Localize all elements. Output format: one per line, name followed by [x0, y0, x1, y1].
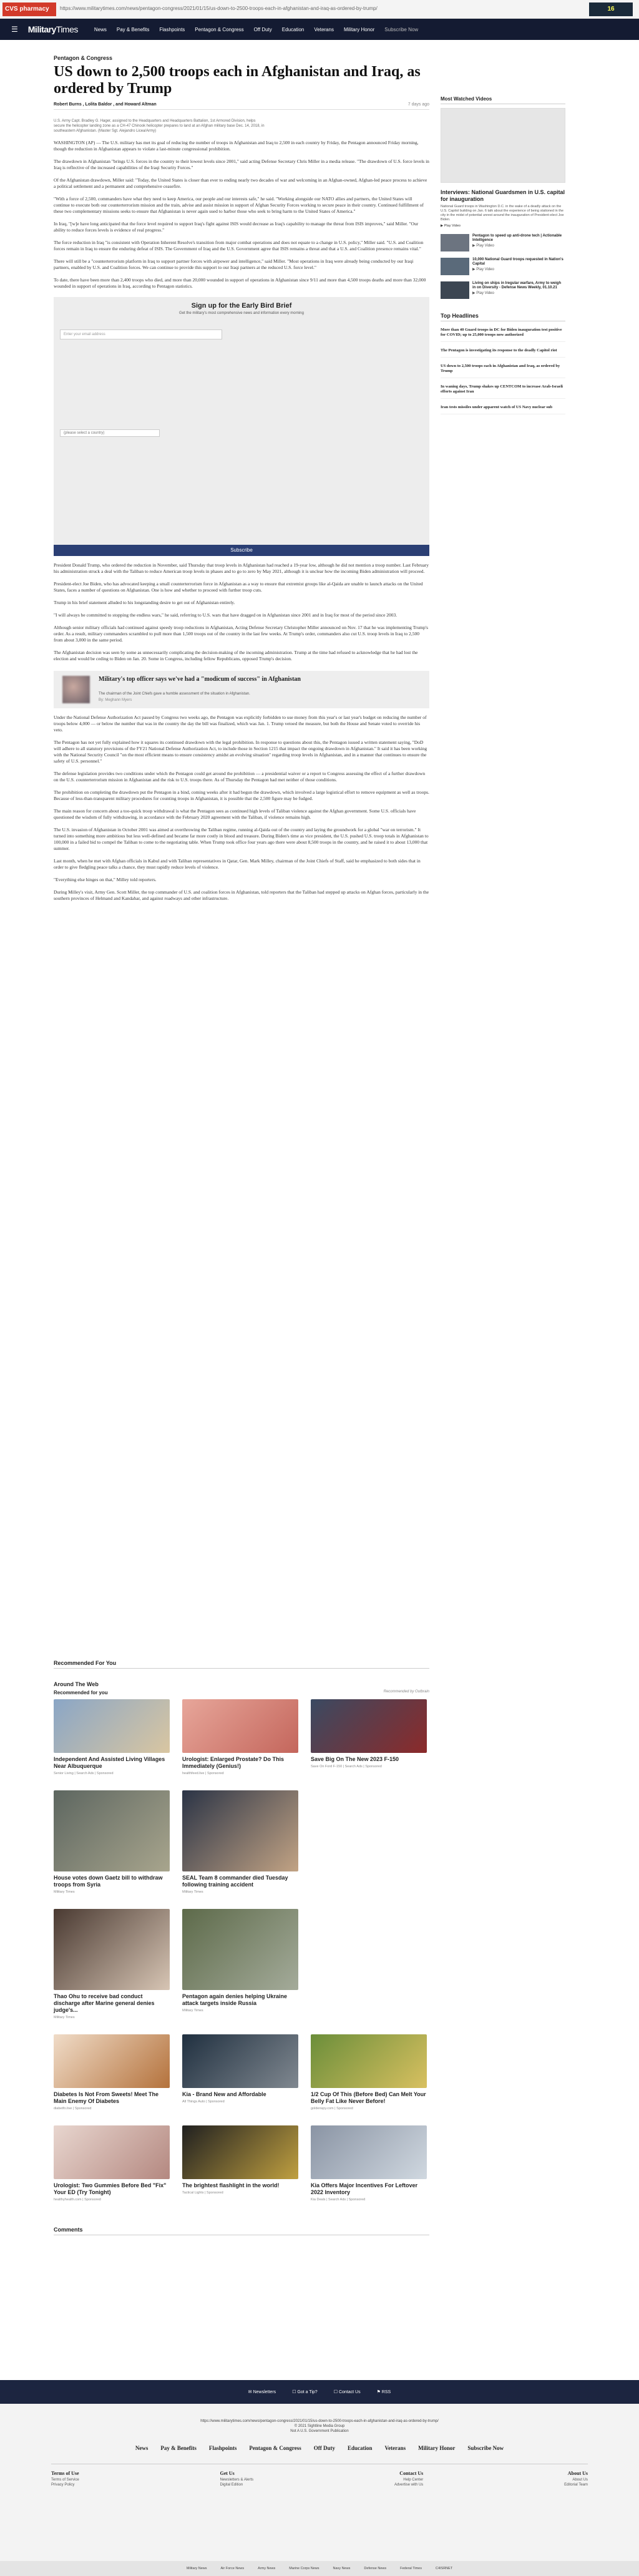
video-list-item[interactable] — [441, 281, 565, 299]
recommendation-source: diabetfo.live | Sponsored — [54, 2107, 92, 2110]
network-link[interactable]: C4ISRNET — [435, 2567, 453, 2570]
nav-subscribe[interactable]: Subscribe Now — [384, 26, 419, 32]
article-paragraph: President Donald Trump, who ordered the reduction in November, said Thursday that troop levels in Afghanistan had reached a 19-year low, although he did not mention a troop number. Last February his administration struck a deal with the Taliban to reduce American troop levels in phases and to go to zero by May 2021, although it is unclear how the incoming Biden administration will proceed. — [54, 562, 429, 574]
headline-link[interactable]: More than 40 Guard troops in DC for Biden inauguration test positive for COVID; up to 25,000 troops now authorized — [441, 328, 565, 342]
menu-icon[interactable]: ☰ — [11, 24, 18, 34]
article-paragraph: The force reduction in Iraq "is consistent with Operation Inherent Resolve's transition from major combat operations and does not equate to a change in U.S. policy," Miller said. "U.S. and Coalition forces remain in Iraq to ensure the enduring defeat of ISIS. The Government of Iraq and the U.S. Government agree that ISIS remains a threat and that a U.S. and Coalition presence remains vital." — [54, 240, 424, 251]
recommendation-source: healthyhealth.com | Sponsored — [54, 2198, 101, 2202]
recommendation-card[interactable] — [54, 1699, 170, 1775]
promo-byline: By: Meghann Myers — [99, 698, 132, 702]
footer-link[interactable]: Digital Edition — [220, 2483, 243, 2487]
article-paragraph: The U.S. invasion of Afghanistan in October 2001 was aimed at overthrowing the Taliban regime, running al-Qaida out of the country and laying the groundwork for a global "war on terrorism." It turned into something more ambitious but less well-defined and became far more costly in blood and treasure. During Biden's time as vice president, the U.S. pushed U.S. troop totals in Afghanistan to 100,000 in a failed bid to compel the Taliban to come to the negotiating table. When Trump took office four years ago there were about 8,500 troops in the country, and he raised it to about 13,000 that summer. — [54, 827, 429, 851]
network-link[interactable]: Federal Times — [400, 2567, 422, 2570]
headline-link[interactable]: In waning days, Trump shakes up CENTCOM to increase Arab-Israeli efforts against Iran — [441, 384, 565, 399]
recommendation-title[interactable]: Kia Offers Major Incentives For Leftover 2022 Inventory — [311, 2182, 418, 2195]
footer-nav-item[interactable]: Pentagon & Congress — [249, 2445, 301, 2451]
recommendation-image[interactable] — [54, 2034, 170, 2088]
promo-image — [62, 676, 90, 703]
recommendation-title[interactable]: SEAL Team 8 commander died Tuesday following training accident — [182, 1875, 288, 1888]
article-paragraph: There will still be a "counterterrorism platform in Iraq to support partner forces with airpower and intelligence," said Miller. "Most operations in Iraq were already being conducted by our Iraqi partners, enabled by U.S. and Coalition forces. We can continue to provide this support to our Iraqi partners at the reduced U.S. force level." — [54, 258, 414, 270]
article-paragraph: In Iraq, "[w]e have long anticipated that the force level required to support Iraq's fight against ISIS would decrease as Iraq's capability to manage the threat from ISIS improves," said Miller. "Our ability to reduce forces levels is evidence of real progress." — [54, 221, 419, 233]
recommendation-source: Kia Deals | Search Ads | Sponsored — [311, 2198, 366, 2202]
recommendation-image[interactable] — [311, 2125, 427, 2179]
network-link[interactable]: Military News — [186, 2567, 207, 2570]
tip-link[interactable]: ☐ Got a Tip? — [292, 2390, 318, 2394]
top-headlines-heading: Top Headlines — [441, 313, 565, 321]
footer-link[interactable]: Help Center — [403, 2478, 424, 2482]
recommendation-card[interactable] — [182, 2034, 298, 2110]
recommendation-source: Save On Ford F-150 | Search Ads | Sponsored — [311, 1765, 382, 1769]
article-paragraph: Last month, when he met with Afghan officials in Kabul and with Taliban representatives in Qatar, Gen. Mark Milley, chairman of the Joint Chiefs of Staff, said he emphasized to both sides that in order to give fledgling peace talks a chance, they must rapidly reduce levels of violence. — [54, 858, 421, 870]
article-paragraph: The main reason for concern about a too-quick troop withdrawal is what the Pentagon sees as continued high levels of Taliban violence against the Afghan government. Some U.S. officials have questioned the wisdom of fully withdrawing, in accordance with the February 2020 agreement with the Taliban, if violence remains high. — [54, 808, 416, 820]
footer-link[interactable]: Privacy Policy — [51, 2483, 75, 2487]
recommendation-image[interactable] — [54, 1699, 170, 1753]
recommendation-card[interactable] — [54, 2125, 170, 2202]
recommendation-card[interactable] — [311, 2034, 427, 2110]
article-title: US down to 2,500 troops each in Afghanistan and Iraq, as ordered by Trump — [54, 64, 421, 97]
footer-nav-item[interactable]: Military Honor — [418, 2445, 456, 2451]
recommendation-image[interactable] — [311, 2034, 427, 2088]
recommendation-image[interactable] — [311, 1699, 427, 1753]
recommended-subheading: Recommended for you — [54, 1690, 108, 1695]
signup-title: Sign up for the Early Bird Brief — [191, 302, 292, 310]
headline-link[interactable]: US down to 2,500 troops each in Afghanistan and Iraq, as ordered by Trump — [441, 364, 565, 378]
recommended-section — [54, 1660, 429, 2235]
recommendation-title[interactable]: Thao Ohu to receive bad conduct discharge after Marine general denies judge's... — [54, 1993, 155, 2013]
video-list-item[interactable] — [441, 234, 565, 251]
recommendation-image[interactable] — [182, 1790, 298, 1871]
network-links — [0, 2561, 639, 2576]
article-paragraph: Although senior military officials had continued against speedy troop reductions in Afghanistan, Acting Defense Secretary Christopher Miller announced on Nov. 17 that he was implementing Trump's order. As a result, military commanders scrambled to pull more than 1,500 troops out of the country in the last few weeks. At Trump's order, commanders also cut U.S. troop levels in Iraq to 2,500 from about 3,000 in the same period. — [54, 625, 428, 643]
footer-nav-item[interactable]: Education — [347, 2445, 373, 2451]
recommendation-image[interactable] — [182, 1699, 298, 1753]
recommendation-source: Military Times — [54, 1890, 75, 1894]
outbrain-credit[interactable]: Recommended by Outbrain — [383, 1690, 429, 1694]
recommendation-source: Tactical Lights | Sponsored — [182, 2191, 223, 2195]
video-description: National Guard troops in Washington D.C. in the wake of a deadly attack on the U.S. Capitol building on Jan. 6 talk about the experience of being stationed in the city in the midst of potential unrest around the inauguration of President-elect Joe Biden. — [441, 205, 564, 222]
article-paragraph: The defense legislation provides two conditions under which the Pentagon could get around the prohibition — a presidential waiver or a report to Congress assessing the effect of a further drawdown on the U.S. counterterrorism mission in Afghanistan and the risk to U.S. troops there. As of Thursday the Pentagon had met neither of those conditions. — [54, 771, 426, 783]
article-paragraph: During Milley's visit, Army Gen. Scott Miller, the top commander of U.S. and coalition forces in Afghanistan, told reporters that the Taliban had stepped up attacks on Afghan forces, particularly in the southern provinces of Helmand and Kandahar, and against roadways and other infrastructure. — [54, 889, 429, 901]
recommendation-source: Senior Living | Search Ads | Sponsored — [54, 1772, 114, 1775]
footer-col: Contact Us Help Center Advertise with Us — [394, 2471, 424, 2487]
promo-dek: The chairman of the Joint Chiefs gave a humble assessment of the situation in Afghanistan. — [99, 692, 250, 696]
email-field[interactable]: Enter your email address — [60, 329, 222, 339]
copyright-line: © 2021 Sightline Media Group — [294, 2424, 345, 2428]
network-link[interactable]: Air Force News — [220, 2567, 245, 2570]
article-paragraph: The Pentagon has not yet fully explained how it squares its continued drawdown with the legal prohibition. In response to questions about this, the Pentagon issued a written statement saying, "DoD will adhere to all statutory provisions of the FY21 National Defense Authorization Act, to include those in Section 1215 that impact the ongoing drawdown in Afghanistan." It said it has been working with the National Security Council "on the most efficient means to ensure consistency amidst an evolving situation" regarding troop levels in Afghanistan, and in a manner that continues to ensure the safety of U.S. personnel." — [54, 739, 427, 764]
recommendation-title[interactable]: Independent And Assisted Living Villages Near Albuquerque — [54, 1756, 165, 1769]
footer-link[interactable]: Newsletters & Alerts — [220, 2478, 254, 2482]
footer-col: Get Us Newsletters & Alerts Digital Edition — [220, 2471, 254, 2487]
article-paragraph: The Afghanistan decision was seen by some as unnecessarily complicating the decision-making of the incoming administration. Trump at the time had refused to acknowledge that he had lost the election and would be ceding to Biden on Jan. 20. Some in Congress, including fellow Republicans, opposed Trump's decision. — [54, 650, 418, 661]
site-logo[interactable]: MilitaryTimes — [27, 24, 78, 34]
recommendation-card[interactable] — [182, 1790, 298, 1894]
related-article-promo[interactable] — [54, 671, 429, 708]
recommendation-card[interactable] — [311, 2125, 427, 2202]
rss-link[interactable]: ⚑ RSS — [376, 2390, 391, 2394]
footer-nav — [0, 2445, 639, 2451]
recommendation-title[interactable]: Kia - Brand New and Affordable — [182, 2091, 266, 2097]
around-web-heading: Around The Web — [54, 1681, 99, 1687]
comments-heading[interactable]: Comments — [54, 2227, 429, 2235]
recommendation-card[interactable] — [311, 1699, 427, 1775]
nav-education[interactable]: Education — [281, 26, 305, 32]
top-ad-strip — [0, 0, 639, 19]
headline-link[interactable]: The Pentagon is investigating its response to the deadly Capitol riot — [441, 348, 565, 358]
video-player[interactable] — [441, 108, 565, 183]
newsletters-link[interactable]: ✉ Newsletters — [248, 2390, 276, 2394]
footer-col: Terms of Use Terms of Service Privacy Policy — [51, 2471, 79, 2487]
recommendation-title[interactable]: The brightest flashlight in the world! — [182, 2182, 280, 2188]
recommendation-source: Military Times — [182, 1890, 203, 1894]
footer-nav-item[interactable]: Pay & Benefits — [160, 2445, 197, 2451]
recommendation-source: Military Times — [54, 2016, 75, 2019]
contact-link[interactable]: ☐ Contact Us — [333, 2390, 361, 2394]
recommendation-title[interactable]: Urologist: Enlarged Prostate? Do This Immediately (Genius!) — [182, 1756, 285, 1769]
article-paragraph: WASHINGTON (AP) — The U.S. military has met its goal of reducing the number of troops in Afghanistan and Iraq to 2,500 in each country by Friday, the Pentagon announced Friday morning, though the reduction in Afghanistan appears to violate a last-minute congressional prohibition. — [54, 140, 419, 152]
article-paragraph: "I will always be committed to stopping the endless wars," he said, referring to U.S. wars that have dragged on in Afghanistan since 2001 and in Iraq for most of the period since 2003. — [54, 612, 398, 618]
recommendation-title[interactable]: Urologist: Two Gummies Before Bed "Fix" Your ED (Try Tonight) — [54, 2182, 167, 2195]
footer-nav-item[interactable]: Veterans — [384, 2445, 406, 2451]
video-thumbnail — [441, 234, 469, 251]
recommendation-source: goldenspy.com | Sponsored — [311, 2107, 353, 2110]
article-paragraph: "With a force of 2,500, commanders have what they need to keep America, our people and our interests safe," he said. "Working alongside our NATO allies and partners, the United States will continue to execute both our counterterrorism mission and the train, advise and assist mission in support of Afghan Security Forces working to secure peace in their country. Continued fulfillment of these two complementary missions seeks to ensure that Afghanistan is never again used to harbor those who seek to bring harm to the United States of America." — [54, 196, 424, 214]
article-paragraph: The prohibition on completing the drawdown put the Pentagon in a bind, coming weeks after it had begun the drawdown, which involved a large logistical effort to remove equipment as well as troops. Because of less-than-transparent military procedures for counting troops in Afghanistan, it is possible that the 2,500 figure may be fudged. — [54, 789, 429, 801]
footer-nav-item[interactable]: Subscribe Now — [467, 2445, 504, 2451]
article-paragraph: The drawdown in Afghanistan "brings U.S. forces in the country to their lowest levels since 2001," said acting Defense Secretary Chris Miller in a media release. "The drawdown of U.S. force levels in Iraq is reflective of the increased capabilities of the Iraqi Security Forces." — [54, 159, 429, 170]
photo-caption: U.S. Army Capt. Bradley G. Hager, assigned to the Headquarters and Headquarters Battalion, 1st Armored Division, helps secure the helicopter landing zone as a CH-47 Chinook helicopter prepares to land at an Afghan military base Dec. 14, 2018, in southeastern Afghanistan. (Master Sgt. Alejandro Licea/Army) — [54, 119, 265, 133]
footer — [0, 2380, 639, 2576]
byline — [54, 102, 429, 110]
article-paragraph: To date, there have been more than 2,400 troops who died, and more than 20,000 wounded in support of operations in Afghanistan since 9/11 and more than 4,500 troops deaths and more than 32,000 wounded in support of operations in Iraq, according to Pentagon statistics. — [54, 277, 426, 289]
play-video-link[interactable]: ▶ Play Video — [472, 268, 494, 271]
video-item-title: 10,000 National Guard troops requested in Nation's Capital — [472, 258, 563, 266]
not-gov-publication: Not A U.S. Government Publication — [290, 2429, 349, 2433]
recommendation-card[interactable] — [54, 1790, 170, 1894]
authors[interactable]: Robert Burns , Lolita Baldor , and Howard Altman — [54, 102, 157, 107]
recommendation-image[interactable] — [182, 1909, 298, 1990]
video-thumbnail — [441, 281, 469, 299]
ad-brand[interactable]: CVS pharmacy — [2, 2, 56, 16]
main-nav — [0, 19, 639, 40]
footer-col: About Us About Us Editorial Team — [564, 2471, 588, 2487]
network-link[interactable]: Army News — [258, 2567, 276, 2570]
video-thumbnail — [441, 258, 469, 275]
newsletter-signup — [54, 297, 429, 556]
article-paragraph: Under the National Defense Authorization Act passed by Congress two weeks ago, the Pentagon was explicitly forbidden to use money from this year's or last year's budget on reducing the number of troops below 4,000 — or below the number that was in the country the day the bill was finalized, which was Jan. 1. Trump vetoed the measure, but both the House and Senate voted to override his veto. — [54, 715, 427, 733]
footer-nav-item[interactable]: Off Duty — [313, 2445, 335, 2451]
recommendation-title[interactable]: Diabetes Is Not From Sweets! Meet The Main Enemy Of Diabetes — [54, 2091, 159, 2104]
signup-subtitle: Get the military's most comprehensive news and information every morning — [179, 311, 304, 315]
article-paragraph: President-elect Joe Biden, who has advocated keeping a small counterterrorism force in Afghanistan as a way to ensure that extremist groups like al-Qaida are unable to launch attacks on the United States, faces a number of questions on Afghanistan. One is how and whether to proceed with further troop cuts. — [54, 581, 423, 593]
play-video-link[interactable]: ▶ Play Video — [472, 244, 494, 248]
video-list-item[interactable] — [441, 258, 565, 275]
recommendation-card[interactable] — [54, 2034, 170, 2110]
recommendation-source: All Things Auto | Sponsored — [182, 2100, 225, 2104]
nav-news[interactable]: News — [94, 26, 107, 32]
recommendation-title[interactable]: 1/2 Cup Of This (Before Bed) Can Melt Your Belly Fat Like Never Before! — [311, 2091, 426, 2104]
recommendation-card[interactable] — [182, 1699, 298, 1775]
network-link[interactable]: Navy News — [333, 2567, 351, 2570]
page-url: https://www.militarytimes.com/news/pentagon-congress/2021/01/15/us-down-to-2500-troops-each-in-afghanistan-and-iraq-as-ordered-by-trump/ — [200, 2419, 439, 2423]
subscribe-button[interactable]: Subscribe — [54, 545, 429, 556]
nav-flashpoints[interactable]: Flashpoints — [159, 26, 185, 32]
recommendation-image[interactable] — [54, 1909, 170, 1990]
recommendation-card[interactable] — [182, 1909, 298, 2019]
nav-veterans[interactable]: Veterans — [314, 26, 334, 32]
network-link[interactable]: Marine Corps News — [289, 2567, 320, 2570]
recommendation-image[interactable] — [54, 2125, 170, 2179]
recommendation-source: healthfeed.live | Sponsored — [182, 1772, 224, 1775]
footer-columns — [51, 2464, 588, 2487]
play-video-link[interactable]: ▶ Play Video — [472, 291, 494, 295]
article-kicker[interactable]: Pentagon & Congress — [54, 55, 113, 61]
footer-link[interactable]: Editorial Team — [564, 2483, 588, 2487]
country-select[interactable]: (please select a country) — [60, 429, 160, 437]
footer-links-bar — [0, 2380, 639, 2404]
recommendation-title[interactable]: Save Big On The New 2023 F-150 — [311, 1756, 399, 1762]
footer-link[interactable]: Advertise with Us — [394, 2483, 424, 2487]
copyright — [0, 2419, 639, 2434]
article-paragraph: Of the Afghanistan drawdown, Miller said: "Today, the United States is closer than ever to ending nearly two decades of war and welcoming in an Afghan-owned, Afghan-led peace process to achieve a political settlement and a permanent and comprehensive ceasefire. — [54, 177, 427, 189]
headline-link[interactable]: Iran tests missiles under apparent watch of US Navy nuclear sub — [441, 405, 565, 414]
footer-nav-item[interactable]: News — [135, 2445, 149, 2451]
play-video-link[interactable]: ▶ Play Video — [441, 224, 461, 228]
recommendation-image[interactable] — [182, 2034, 298, 2088]
recommendation-image[interactable] — [54, 1790, 170, 1871]
recommendation-card[interactable] — [54, 1909, 170, 2019]
nav-off-duty[interactable]: Off Duty — [253, 26, 272, 32]
recommendation-card[interactable] — [182, 2125, 298, 2202]
timestamp: 7 days ago — [407, 102, 429, 107]
video-item-title: Living on ships in Iregular warfare, Army to weigh in on Diversity - Defense News Weekly, 01.10.21 — [472, 281, 562, 290]
footer-link[interactable]: Terms of Service — [51, 2478, 79, 2482]
article-paragraph: "Everything else hinges on that," Milley told reporters. — [54, 877, 157, 882]
network-link[interactable]: Defense News — [364, 2567, 387, 2570]
recommended-heading: Recommended For You — [54, 1660, 429, 1669]
footer-nav-item[interactable]: Flashpoints — [208, 2445, 237, 2451]
recommendation-title[interactable]: Pentagon again denies helping Ukraine attack targets inside Russia — [182, 1993, 288, 2006]
nav-military-honor[interactable]: Military Honor — [343, 26, 375, 32]
nav-pay-benefits[interactable]: Pay & Benefits — [116, 26, 150, 32]
sidebar — [441, 96, 565, 414]
nav-pentagon-congress[interactable]: Pentagon & Congress — [195, 26, 244, 32]
article-paragraph: Trump in his brief statement alluded to his longstanding desire to get out of Afghanistan entirely. — [54, 600, 235, 605]
recommendation-image[interactable] — [182, 2125, 298, 2179]
promo-title[interactable]: Military's top officer says we've had a "modicum of success" in Afghanistan — [99, 676, 301, 683]
footer-link[interactable]: About Us — [572, 2478, 588, 2482]
ad-box[interactable]: 16 — [589, 2, 633, 16]
video-title[interactable]: Interviews: National Guardsmen in U.S. capital for inauguration — [441, 189, 565, 202]
ad-url-text: https://www.militarytimes.com/news/pentagon-congress/2021/01/15/us-down-to-2500-troops-each-in-afghanistan-and-iraq-as-ordered-by-trump/ — [60, 6, 378, 11]
recommendation-title[interactable]: House votes down Gaetz bill to withdraw troops from Syria — [54, 1875, 163, 1888]
video-item-title: Pentagon to speed up anti-drone tech | Actionable Intelligence — [472, 234, 562, 242]
recommendation-source: Military Times — [182, 2009, 203, 2012]
most-watched-heading: Most Watched Videos — [441, 96, 565, 104]
